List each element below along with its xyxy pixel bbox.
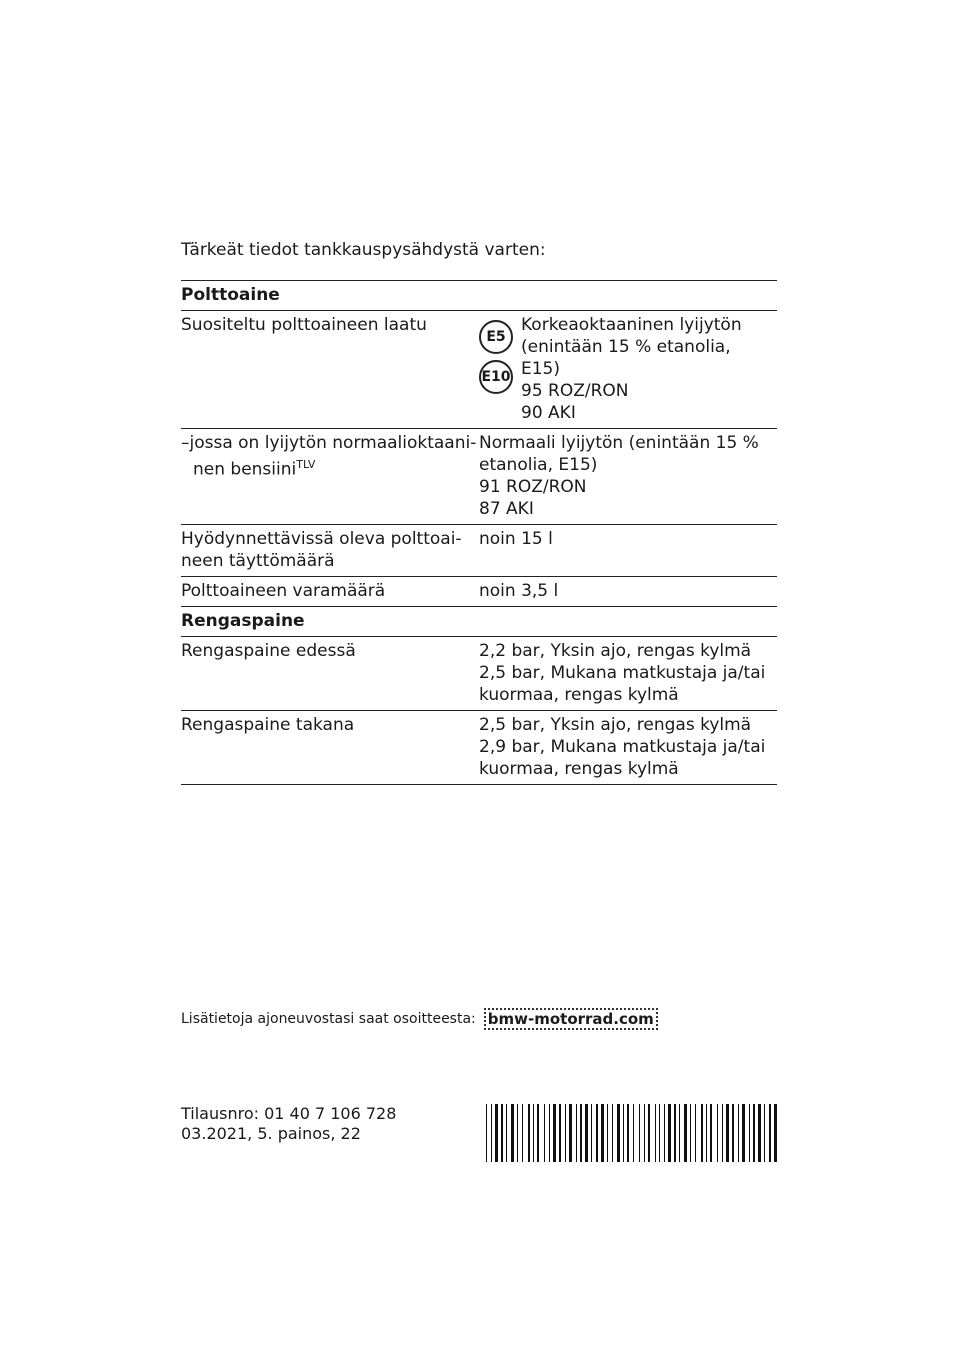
recommended-fuel-label: Suositeltu polttoaineen laatu <box>181 315 427 335</box>
front-tyre-value <box>479 637 777 711</box>
reserve-fuel-label: Polttoaineen varamäärä <box>181 581 386 601</box>
table-row <box>181 711 777 785</box>
refuel-info-table <box>181 280 777 785</box>
value-line: (enintään 15 % etanolia, <box>521 337 731 357</box>
more-info-line <box>181 1008 658 1030</box>
value-line: 2,5 bar, Yksin ajo, rengas kylmä <box>479 715 752 735</box>
rear-tyre-value <box>479 711 777 785</box>
tlv-superscript: TLV <box>296 458 316 471</box>
rear-tyre-label: Rengaspaine takana <box>181 715 355 735</box>
value-line: 91 ROZ/RON <box>479 477 587 497</box>
value-line: 87 AKI <box>479 499 534 519</box>
value-line: kuormaa, rengas kylmä <box>479 685 679 705</box>
value-line: 2,9 bar, Mukana matkustaja ja/tai <box>479 737 766 757</box>
tyre-section-header <box>181 607 777 637</box>
tyre-section-title: Rengaspaine <box>181 611 305 631</box>
recommended-fuel-value <box>479 311 777 429</box>
value-line: etanolia, E15) <box>479 455 598 475</box>
front-tyre-label: Rengaspaine edessä <box>181 641 356 661</box>
label-line: –jossa on lyijytön normaalioktaani- <box>181 433 477 453</box>
barcode-icon <box>486 1104 777 1162</box>
e10-badge-icon: E10 <box>479 360 513 394</box>
label-line <box>181 454 479 481</box>
value-line: 90 AKI <box>521 403 576 423</box>
more-info-text: Lisätietoja ajoneuvostasi saat osoitteesta: <box>181 1011 476 1027</box>
fuel-section-title: Polttoaine <box>181 285 280 305</box>
table-row <box>181 525 777 577</box>
alternative-fuel-value <box>479 429 777 525</box>
value-line: 2,5 bar, Mukana matkustaja ja/tai <box>479 663 766 683</box>
label-line: neen täyttömäärä <box>181 551 335 571</box>
table-row <box>181 429 777 525</box>
edition-info: 03.2021, 5. painos, 22 <box>181 1124 361 1143</box>
value-line: 2,2 bar, Yksin ajo, rengas kylmä <box>479 641 752 661</box>
website-link[interactable]: bmw-motorrad.com <box>484 1008 658 1030</box>
table-row <box>181 637 777 711</box>
order-number: Tilausnro: 01 40 7 106 728 <box>181 1104 397 1123</box>
value-line: E15) <box>521 359 561 379</box>
intro-text: Tärkeät tiedot tankkauspysähdystä varten: <box>181 240 546 260</box>
usable-fuel-value: noin 15 l <box>479 529 553 549</box>
value-line: 95 ROZ/RON <box>521 381 629 401</box>
order-info <box>181 1104 396 1144</box>
reserve-fuel-value: noin 3,5 l <box>479 581 559 601</box>
e5-badge-icon: E5 <box>479 320 513 354</box>
label-text: nen bensiini <box>193 459 297 480</box>
value-line: Korkeaoktaaninen lyijytön <box>521 315 742 335</box>
value-line: Normaali lyijytön (enintään 15 % <box>479 433 759 453</box>
table-row <box>181 577 777 607</box>
alternative-fuel-label <box>181 429 479 525</box>
label-line: Hyödynnettävissä oleva polttoai- <box>181 529 462 549</box>
table-row <box>181 311 777 429</box>
usable-fuel-label <box>181 525 479 577</box>
fuel-section-header <box>181 281 777 311</box>
value-line: kuormaa, rengas kylmä <box>479 759 679 779</box>
